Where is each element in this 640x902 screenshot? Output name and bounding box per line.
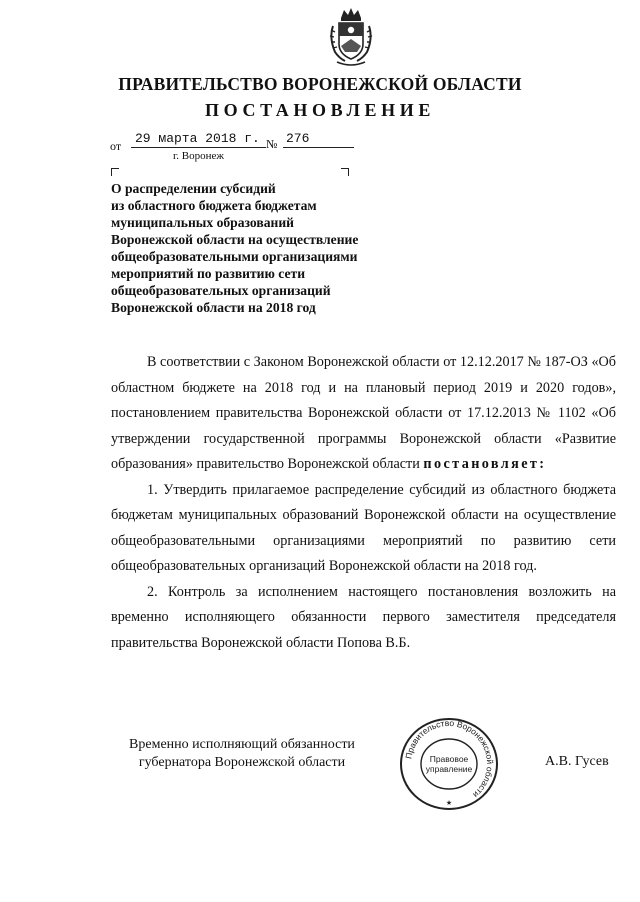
coat-of-arms-icon — [327, 6, 375, 68]
subject-line: мероприятий по развитию сети — [111, 266, 306, 281]
body-paragraph-item-2: 2. Контроль за исполнением настоящего постановления возложить на временно исполняющего обязанности первого заместителя председателя правительства Воронежской области Попова В.Б. — [111, 583, 616, 651]
document-subject — [111, 180, 411, 316]
body-paragraph-item-1: 1. Утвердить прилагаемое распределение субсидий из областного бюджета бюджетам муниципальных образований Воронежской области на осуществление общеобразовательными организациями мероприятий по развитию сети общеобразовательных организаций Воронежской области на 2018 год. — [111, 481, 616, 574]
signatory-name: А.В. Гусев — [545, 754, 609, 769]
stamp-star-icon: ★ — [445, 800, 453, 807]
stamp-ring-text: Правительство Воронежской области — [403, 717, 496, 801]
body-paragraph-preamble — [111, 350, 616, 478]
subject-line: из областного бюджета бюджетам — [111, 198, 317, 213]
government-title: ПРАВИТЕЛЬСТВО ВОРОНЕЖСКОЙ ОБЛАСТИ — [118, 74, 522, 94]
subject-corner-left — [111, 168, 119, 176]
signatory-position-line: Временно исполняющий обязанности — [129, 737, 355, 752]
document-date: 29 марта 2018 г. — [131, 131, 266, 148]
city-label: г. Воронеж — [173, 150, 224, 162]
subject-line: Воронежской области на осуществление — [111, 232, 359, 247]
subject-line: О распределении субсидий — [111, 181, 276, 196]
document-type: ПОСТАНОВЛЕНИЕ — [205, 100, 435, 120]
signatory-position — [117, 736, 367, 772]
decree-verb: постановляет: — [423, 456, 547, 472]
subject-line: муниципальных образований — [111, 215, 295, 230]
subject-line: общеобразовательными организациями — [111, 249, 358, 264]
subject-line: Воронежской области на 2018 год — [111, 300, 316, 315]
preamble-text: В соответствии с Законом Воронежской области от 12.12.2017 № 187-ОЗ «Об областном бюджете на 2018 год и на плановый период 2019 и 2020 годов», постановлением правительства Воронежской области от 17.12.2013 № 1102 «Об утверждении государственной программы Воронежской области «Развитие образования» правительство Воронежской области — [111, 354, 616, 472]
document-body — [111, 350, 616, 656]
document-number: 276 — [283, 131, 354, 148]
subject-line: общеобразовательных организаций — [111, 283, 331, 298]
number-prefix-label: № — [266, 137, 278, 151]
stamp-center-line2: управление — [425, 764, 473, 774]
date-prefix-label: от — [110, 139, 122, 153]
signatory-position-line: губернатора Воронежской области — [138, 755, 346, 770]
approval-stamp — [397, 716, 501, 812]
subject-corner-right — [341, 168, 349, 176]
stamp-center-line1: Правовое — [429, 754, 469, 764]
